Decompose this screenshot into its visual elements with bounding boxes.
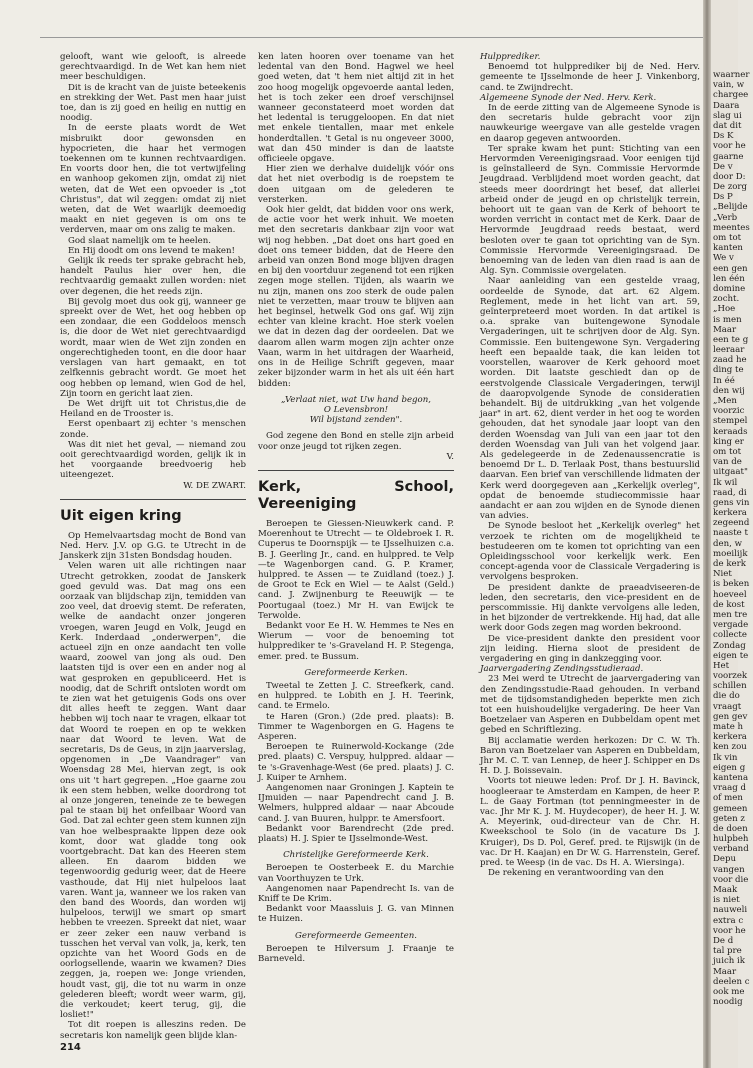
paragraph: gelooft, want wie gelooft, is alreede gerechtvaardigd. In de Wet kan hem niet meer beschuldigen. [60, 52, 246, 83]
adjacent-line-fragment: ken zou [713, 742, 747, 753]
paragraph: Gelijk ik reeds ter sprake gebracht heb, handelt Paulus hier over hen, die rechtvaardig gemaakt zullen worden: niet over degenen, die het reeds zijn. [60, 256, 246, 297]
paragraph: Beroepen te Ruinerwold-Kockange (2de pred. plaats) C. Verspuy, hulppred. aldaar — te 's-Gravenhage-West (6e pred. plaats) J. C. J. Kuiper te Arnhem. [258, 742, 454, 783]
paragraph: Ook hier geldt, dat bidden voor ons werk, de actie voor het werk inhuit. We moeten met den secretaris dankbaar zijn voor wat wij nog hebben. „Dat doet ons hart goed en doet ons temeer bidden, dat de Heere den arbeid van onzen Bond moge blijven dragen en bij den voortduur zegenend tot een rijken zegen moge stellen. Tijden, als waarin we nu zijn, manen ons zoo sterk de oude palen niet te verzetten, maar trouw te blijven aan het beginsel, hetwelk God ons gaf. Wij zijn echter van kleine kracht. Hoe sterk voelen we dat in dezen dag der oordeelen. Dat we daarom allen warm mogen zijn achter onze Vaan, warm in het uitdragen der Waarheid, ons in de Heilige Schrift gegeven, maar zeker bijzonder warm in het als uit één hart bidden: [258, 205, 454, 389]
adjacent-line-fragment: men tre [713, 609, 748, 620]
paragraph: Tweetal te Zetten J. C. Streefkerk, cand. en hulppred. te Lobith en J. H. Teerink, cand. te Ermelo. [258, 680, 454, 712]
adjacent-line-fragment: gen gev [713, 711, 748, 722]
adjacent-line-fragment: extra c [713, 915, 744, 926]
adjacent-line-fragment: den wij [713, 385, 745, 396]
adjacent-line-fragment: zaad he [713, 355, 747, 366]
paragraph: De Wet drijft uit tot Christus,die de Heiland en de Trooster is. [60, 398, 246, 420]
adjacent-line-fragment: naaste t [713, 528, 748, 539]
adjacent-line-fragment: voorzek [713, 671, 748, 682]
adjacent-line-fragment: tal pre [713, 946, 742, 957]
adjacent-line-fragment: king er [713, 436, 744, 447]
subheading: Hulpprediker. [480, 52, 541, 62]
adjacent-line-fragment: is niet [713, 895, 740, 906]
adjacent-line-fragment: de doen [713, 823, 748, 834]
adjacent-line-fragment: om tot [713, 233, 742, 243]
adjacent-line-fragment: kanten [713, 243, 743, 254]
section-heading-uit-eigen-kring: Uit eigen kring [60, 507, 182, 524]
adjacent-line-fragment: een te g [713, 334, 749, 345]
adjacent-line-fragment: Ds P [713, 192, 733, 203]
paragraph: In de eerste plaats wordt de Wet misbruikt door gewonsden en hypocrieten, die haar het vermogen toekennen om te kunnen rechtvaardigen. En voorts door hen, die tot vertwijfeling en wanhoop gekomen zijn, omdat zij niet weten, dat de Wet een opvoeder is „tot Christus", dat wil zeggen: omdat zij niet weten, dat de Wet waarlijk deemoedig maakt en niet gegeven is om ons te verderven, maar om ons zalig te maken. [60, 123, 246, 236]
adjacent-line-fragment: Zondag [713, 640, 746, 651]
paragraph: Bij acclamatie werden herkozen: Dr C. W. Th. Baron van Boetzelaer van Asperen en Dubbeldam, Jhr M. C. T. van Lennep, de heer J. Schipper en Ds H. D. J. Boissevain. [480, 735, 700, 777]
adjacent-line-fragment: meentes [713, 222, 750, 233]
adjacent-line-fragment: eigen g [713, 762, 746, 773]
adjacent-line-fragment: collecte [713, 630, 747, 641]
adjacent-line-fragment: is beken [713, 579, 750, 590]
adjacent-line-fragment: vergade [713, 620, 749, 631]
subheading: Gereformeerde Gemeenten. [295, 930, 417, 941]
adjacent-line-fragment: is men [713, 314, 742, 325]
adjacent-line-fragment: Maak [713, 885, 738, 895]
adjacent-line-fragment: om tot [713, 446, 742, 457]
verse-quote [258, 395, 454, 426]
adjacent-line-fragment: van de [713, 457, 742, 468]
paragraph: God slaat namelijk om te heelen. [68, 235, 211, 246]
adjacent-line-fragment: noodig [713, 997, 743, 1008]
column-3 [480, 52, 700, 1012]
adjacent-line-fragment: moeilijk [713, 548, 748, 559]
adjacent-line-fragment: keraads [713, 426, 748, 437]
paragraph: God zegene den Bond en stelle zijn arbeid voor onze jeugd tot rijken zegen. [258, 431, 454, 452]
adjacent-line-fragment: verband [713, 844, 749, 855]
adjacent-line-fragment: „Verb [713, 212, 738, 223]
adjacent-line-fragment: vraag d [713, 783, 746, 794]
adjacent-line-fragment: ook me [713, 986, 745, 997]
paragraph: Aangenomen naar Groningen J. Kaptein te IJmuiden — naar Papendrecht cand J. B. Welmers, hulppred aldaar — naar Abcoude cand. J. van Buuren, hulppr. te Amersfoort. [258, 783, 454, 824]
adjacent-line-fragment: vangen [713, 864, 745, 875]
paragraph: Bedankt voor Maassluis J. G. van Minnen te Huizen. [258, 904, 454, 925]
paragraph: Bij gevolg moet dus ook gij, wanneer ge spreekt over de Wet, het oog hebben op een zondaar, die een Goddeloos mensch is, die door de Wet niet gerechtvaardigd wordt, maar wien de Wet zijn zonden en ongerechtigheden toont, en die door haar verslagen van hart gemaakt, en tot zelfkennis gebracht wordt. Ge moet het oog hebben op lemand, wien God de hel, Zijn toorn en gericht laat zien. [60, 296, 246, 399]
adjacent-line-fragment: De v [713, 161, 733, 172]
adjacent-line-fragment: vain, w [713, 80, 745, 91]
adjacent-line-fragment: stempel [713, 416, 748, 427]
verse-line: „Verlaat niet, wat Uw hand begon, [280, 394, 431, 405]
adjacent-line-fragment: Maar [713, 324, 737, 335]
article-signature: W. DE ZWART. [183, 480, 246, 491]
adjacent-line-fragment: De zorg [713, 182, 748, 193]
adjacent-line-fragment: zegeend [713, 518, 750, 529]
paragraph: ken laten hooren over toename van het ledental van den Bond. Hagwel we heel goed weten, dat 't hem niet altijd zit in het zoo hoog mogelijk opgevoerde aantal leden, het is toch zeker een droef verschijnsel wanneer geconstateerd moet worden dat het ledental is teruggeloopen. En dat niet met enkele tientallen, maar met enkele honderdtallen. 't Getal is nu ongeveer 3000, wat dan 450 minder is dan de laatste officieele opgave. [258, 52, 454, 165]
adjacent-line-fragment: Het [713, 660, 730, 671]
adjacent-line-fragment: voor he [713, 925, 746, 936]
page-number: 214 [60, 1041, 81, 1053]
adjacent-line-fragment: waarner [713, 70, 750, 80]
adjacent-line-fragment: deelen c [713, 976, 750, 987]
paragraph: Velen waren uit alle richtingen naar Utrecht getrokken, zoodat de Janskerk goed gevuld was. Dat mag ons een oorzaak van blijdschap zijn, temidden van zoo veel, dat droevig stemt. De referaten, welke de aandacht onzer jongeren vroegen, waren Jeugd en Volk, Jeugd en Kerk. Inderdaad „onderwerpen", die actueel zijn en onze aandacht ten volle waard, zoowel van jong als oud. Den laatsten tijd is over een en ander nog al wat gesproken en gepubliceerd. Het is noodig, dat de Schrift ontsloten wordt om te zien wat het getuigenis Gods ons over dit alles heeft te zeggen. Want daar hebben wij toch naar te vragen, elkaar tot dat Woord te roepen en op te wekken naar dat Woord te leven. Wat de secretaris, Ds de Geus, in zijn jaarverslag, opgenomen in „De Vaandrager" van Woensdag 28 Mei, hiervan zegt, is ook ons uit 't hart gegrepen. „Hoe gaarne zou ik een stem hebben, welke doordrong tot al onze jongeren, teneinde ze te bewegen pal te staan bij het onfeilbaar Woord van God. Dat zal echter geen stem kunnen zijn van hoe welbespraakte lippen deze ook komt, door wat gladde tong ook voortgebracht. Dat kan des Heeren stem alleen. En daarom bidden we tegenwoordig gedurig weer, dat de Heere vasthoude, dat Hij niet hulpeloos laat varen. Want ja, wanneer we los raken van den band des Woords, dan worden wij hulpeloos, terwijl we smart op smart hebben te vreezen. Spreekt dat niet, waar er zeer zeker een nauw verband is tusschen het verval van volk, ja, kerk, ten opzichte van het Woord Gods en de oorlogsellende, waarin we kwamen? Dies zeggen, ja, roepen we: Jonge vrienden, houdt vast, gij, die tot nu warm in onze gelederen bleeft; wordt weer warm, gij, die verkoudet; keert terug, gij, die losliet!" [60, 561, 246, 1021]
paragraph: In de eerde zitting van de Algemeene Synode is den secretaris hulde gebracht voor zijn nauwkeurige weergave van alle gestelde vragen en daarop gegeven antwoorden. [480, 103, 700, 144]
adjacent-line-fragment: kerkera [713, 508, 747, 519]
adjacent-line-fragment: nauweli [713, 905, 748, 916]
paragraph: De Synode besloot het „Kerkelijk overleg" het verzoek te richten om de mogelijkheid te bestudeeren om te komen tot oprichting van een Opleidingsschool voor kerkelijk werk. Een concept-agenda voor de Classicale Vergadering is vervolgens besproken. [480, 521, 700, 583]
adjacent-line-fragment: Ik wil [713, 477, 738, 488]
paragraph: Bedankt voor Ee H. W. Hemmes te Nes en Wierum — voor de benoeming tot hulpprediker te 's-Graveland H. P. Stegenga, emer. pred. te Bussum. [258, 620, 454, 662]
adjacent-line-fragment: De d [713, 935, 734, 946]
adjacent-line-fragment: vraagt [713, 701, 742, 712]
paragraph: Ter sprake kwam het punt: Stichting van een Hervormden Vereenigingsraad. Voor eenigen tijd is geïnstalleerd de Syn. Commissie Hervormde Jeugdraad. Verblijdend moet worden geacht, dat steeds meer doordringt het besef, dat allerlei arbeid onder de jeugd en op christelijk terrein, behoort uit te gaan van de Kerk of behoort te worden verricht in contact met de Kerk. Daar de Hervormde Jeugdraad reeds bestaat, werd besloten over te gaan tot oprichting van de Syn. Commissie Hervormde Vereenigingsraad. De benoeming van de leden van dien raad is aan de Alg. Syn. Commissie overgelaten. [480, 143, 700, 277]
section-heading-kerk-school: Kerk, School, Vereeniging [258, 478, 454, 512]
adjacent-line-fragment: de kost [713, 599, 745, 610]
adjacent-line-fragment: Niet [713, 569, 732, 580]
adjacent-line-fragment: In éé [713, 375, 735, 386]
adjacent-line-fragment: voor die [713, 874, 749, 885]
paragraph: Aangenomen naar Papendrecht Is. van de Kniff te De Krim. [258, 883, 454, 905]
section-divider [258, 470, 454, 471]
adjacent-line-fragment: Daara [713, 100, 740, 111]
adjacent-line-fragment: slag ui [713, 110, 742, 121]
paragraph: Tot dit roepen is alleszins reden. De secretaris kon namelijk geen blijde klan- [60, 1020, 246, 1041]
adjacent-line-fragment: „Belijde [713, 202, 748, 213]
adjacent-line-fragment: hulpbeh [713, 834, 749, 845]
adjacent-line-fragment: schillen [713, 681, 747, 692]
adjacent-line-fragment: de kerk [713, 559, 746, 569]
paragraph: Benoemd tot hulpprediker bij de Ned. Herv. gemeente te IJsselmonde de heer J. Vinkenborg, cand. te Zwijndrecht. [480, 62, 700, 93]
adjacent-line-fragment: juich ik [713, 956, 745, 967]
adjacent-line-fragment: Ik vin [713, 752, 738, 763]
column-2 [258, 52, 454, 1002]
paragraph: Voorts tot nieuwe leden: Prof. Dr J. H. Bavinck, hoogleeraar te Amsterdam en Kampen, de heer P. L. de Gaay Fortman (tot penningmeester in de vac. Jhr Mr K. J. M. Huydecoper), de heer H. J. W. A. Meyerink, oud-directeur van de Chr. H. Kweekschool te Solo (in de vacature Ds J. Kruiger), Ds D. Pol, Geref. pred. te Rijswijk (in de vac. Dr H. Kaajan) en Dr W. G. Harrenstein, Geref. pred. te Weesp (in de vac. Ds H. A. Wiersinga). [480, 776, 700, 869]
adjacent-line-fragment: Depu [713, 854, 737, 865]
paragraph: te Haren (Gron.) (2de pred. plaats): B. Timmer te Wagenborgen en G. Hagens te Asperen. [258, 711, 454, 742]
adjacent-line-fragment: uitgaat" [713, 467, 748, 478]
paragraph: De rekening en verantwoording van den [488, 868, 664, 879]
adjacent-page-text [713, 70, 753, 1007]
adjacent-line-fragment: den, w [713, 538, 742, 549]
adjacent-line-fragment: voorzic [713, 406, 745, 417]
book-gutter [703, 0, 711, 1068]
adjacent-line-fragment: dat dit [713, 120, 742, 131]
adjacent-line-fragment: „Hoe [713, 304, 736, 315]
paragraph: Beroepen te Giessen-Nieuwkerk cand. P. Moerenhout te Utrecht — te Oldebroek I. R. Cuperus te Doornspijk — te IJsselhuizen c.a. B. J. Geerling Jr., cand. en hulppred. te Velp —te Wagenborgen cand. G. P. Kramer, hulppred. te Assen — te Zuidland (toez.) J. de Groot te Eck en Wiel — te Aalst (Geld.) cand. J. Zwijnenburg te Reeuwijk — te Poortugaal (toez.) Mr H. van Ewijck te Terwolde. [258, 518, 454, 621]
adjacent-line-fragment: mate h [713, 722, 744, 732]
adjacent-line-fragment: door D: [713, 171, 746, 182]
adjacent-line-fragment: een gen [713, 263, 748, 274]
adjacent-line-fragment: eigen te [713, 650, 749, 661]
adjacent-line-fragment: ding te [713, 365, 744, 376]
paragraph: De vice-president dankte den president voor zijn leiding. Hierna sloot de president de vergadering en ging in dankzegging voor. [480, 633, 700, 664]
adjacent-line-fragment: zocht. [713, 294, 740, 305]
article-signature: V. [446, 451, 454, 462]
adjacent-line-fragment: gens vin [713, 497, 750, 508]
adjacent-line-fragment: of men [713, 793, 743, 804]
subheading: Gereformeerde Kerken. [304, 667, 408, 678]
adjacent-line-fragment: We v [713, 253, 734, 264]
top-rule [40, 37, 704, 38]
adjacent-line-fragment: hoeveel [713, 589, 747, 600]
paragraph: Bedankt voor Barendrecht (2de pred. plaats) H. J. Spier te IJsselmonde-West. [258, 823, 454, 845]
adjacent-line-fragment: gaarne [713, 151, 744, 162]
paragraph: Eerst openbaart zij echter 's menschen zonde. [60, 419, 246, 440]
paragraph: Naar aanleiding van een gestelde vraag, oordeelde de Synode, dat art. 62 Algem. Reglement, mede in het licht van art. 59, geïnterpreteerd moet worden. In dat artikel is o.a. sprake van buitengewone Synodale Vergaderingen, uit te schrijven door de Alg. Syn. Commissie. Een buitengewone Syn. Vergadering heeft een bepaalde taak, die kan leiden tot voorstellen, waarover de Kerk gehoord moet worden. Dit laatste geschiedt dan op de eerstvolgende Classicale Vergaderingen, terwijl de daaropvolgende Synode de consideratien behandelt. Bij de uitdrukking „van het volgende jaar" in art. 62, dient verder in het oog te worden gehouden, dat het synodale jaar loopt van den derden Woensdag van Juli van een jaar tot den derden Woensdag van Juli van het volgend jaar. Als gedelegeerde in de Zedenaussencratie is benoemd Dr L. D. Terlaak Post, thans bestuurslid daarvan. Een brief van verschillende lidmaten der Kerk werd doorgegeven aan „Kerkelijk overleg", opdat de benoemde studiecommissie haar aandacht er aan zou wijden en de Synode dienen van advies. [480, 276, 700, 522]
adjacent-line-fragment: kerkera [713, 732, 747, 743]
paragraph: En Hij doodt om ons levend te maken! [68, 245, 235, 256]
adjacent-line-fragment: len één [713, 273, 745, 284]
adjacent-line-fragment: Ds K [713, 131, 734, 142]
paragraph: Beroepen te Hilversum J. Fraanje te Barneveld. [258, 943, 454, 965]
verse-line: Wil bijstand zenden". [309, 415, 403, 426]
adjacent-line-fragment: voor he [713, 141, 746, 152]
column-1 [60, 52, 246, 1053]
adjacent-line-fragment: geten z [713, 813, 745, 824]
adjacent-line-fragment: domine [713, 283, 746, 294]
paragraph: Hier zien we derhalve duidelijk vóór ons dat het niet overbodig is de roepstem te doen uitgaan om de gelederen te versterken. [258, 164, 454, 205]
adjacent-line-fragment: die do [713, 691, 740, 702]
paragraph: De president dankte de praeadviseeren-de leden, den secretaris, den vice-president en de perscommissie. Hij dankte vervolgens alle leden, in het bijzonder de vertrekkende. Hij had, dat alle werk door Gods zegen mag worden bekroond. [480, 582, 700, 634]
paragraph: Op Hemelvaartsdag mocht de Bond van Ned. Herv. J.V. op G.G. te Utrecht in de Janskerk zijn 31sten Bondsdag houden. [60, 530, 246, 562]
paragraph: 23 Mei werd te Utrecht de jaarvergadering van den Zendingsstudie-Raad gehouden. In verband met de tijdsomstandigheden beperkte men zich tot een huishoudelijke vergadering. De heer Van Boetzelaer van Asperen en Dubbeldam opent met gebed en Schriftlezing. [480, 674, 700, 736]
subheading: Jaarvergadering Zendingsstudieraad. [480, 664, 644, 675]
paragraph: Dit is de kracht van de juiste beteekenis en strekking der Wet. Past men haar juist toe, dan is zij goed en heilig en nuttig en noodig. [60, 82, 246, 124]
subheading: Algemeene Synode der Ned. Herv. Kerk. [480, 92, 657, 103]
adjacent-line-fragment: chargee [713, 90, 749, 101]
paragraph: Beroepen te Oosterbeek E. du Marchie van Voorthuyzen te Urk. [258, 863, 454, 884]
verse-line: O Levensbron! [323, 404, 389, 415]
adjacent-line-fragment: kantena [713, 772, 749, 783]
paragraph: Was dit niet het geval, — niemand zou ooit gerechtvaardigd worden, gelijk ik in het voorgaande breedvoerig heb uiteengezet. [60, 439, 246, 481]
section-divider [60, 499, 246, 500]
adjacent-line-fragment: raad, di [713, 487, 747, 498]
adjacent-line-fragment: gemeen [713, 803, 748, 814]
adjacent-page-edge [711, 0, 750, 1068]
adjacent-line-fragment: Maar [713, 966, 737, 977]
adjacent-line-fragment: „Men [713, 396, 737, 406]
subheading: Christelijke Gereformeerde Kerk. [283, 850, 429, 861]
adjacent-line-fragment: leeraar [713, 345, 745, 356]
